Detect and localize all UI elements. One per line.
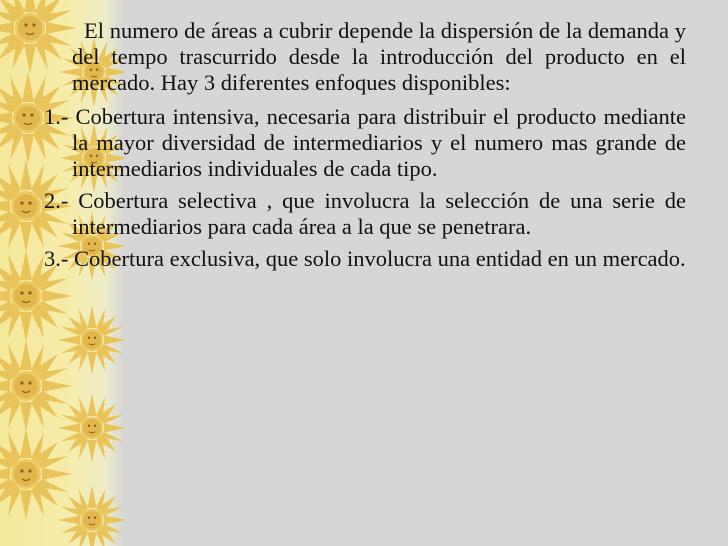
list-item-intensive-coverage: 1.- Cobertura intensiva, necesaria para distribuir el producto mediante la mayor diversidad de intermediarios y el numero mas grande de intermediarios individuales de cada tipo. (44, 104, 686, 181)
list-item-exclusive-coverage: 3.- Cobertura exclusiva, que solo involucra una entidad en un mercado. (44, 246, 686, 271)
intro-paragraph: El numero de áreas a cubrir depende la dispersión de la demanda y del tempo trascurrido desde la introducción del producto en el mercado. Hay 3 diferentes enfoques disponibles: (72, 18, 686, 95)
sun-icon (58, 306, 125, 375)
sun-icon (58, 486, 125, 546)
list-item-selective-coverage: 2.- Cobertura selectiva , que involucra la selección de una serie de intermediarios para cada área a la que se penetrara. (44, 188, 686, 239)
slide-body (44, 18, 686, 278)
sun-icon (0, 428, 72, 520)
sun-icon (0, 340, 72, 432)
